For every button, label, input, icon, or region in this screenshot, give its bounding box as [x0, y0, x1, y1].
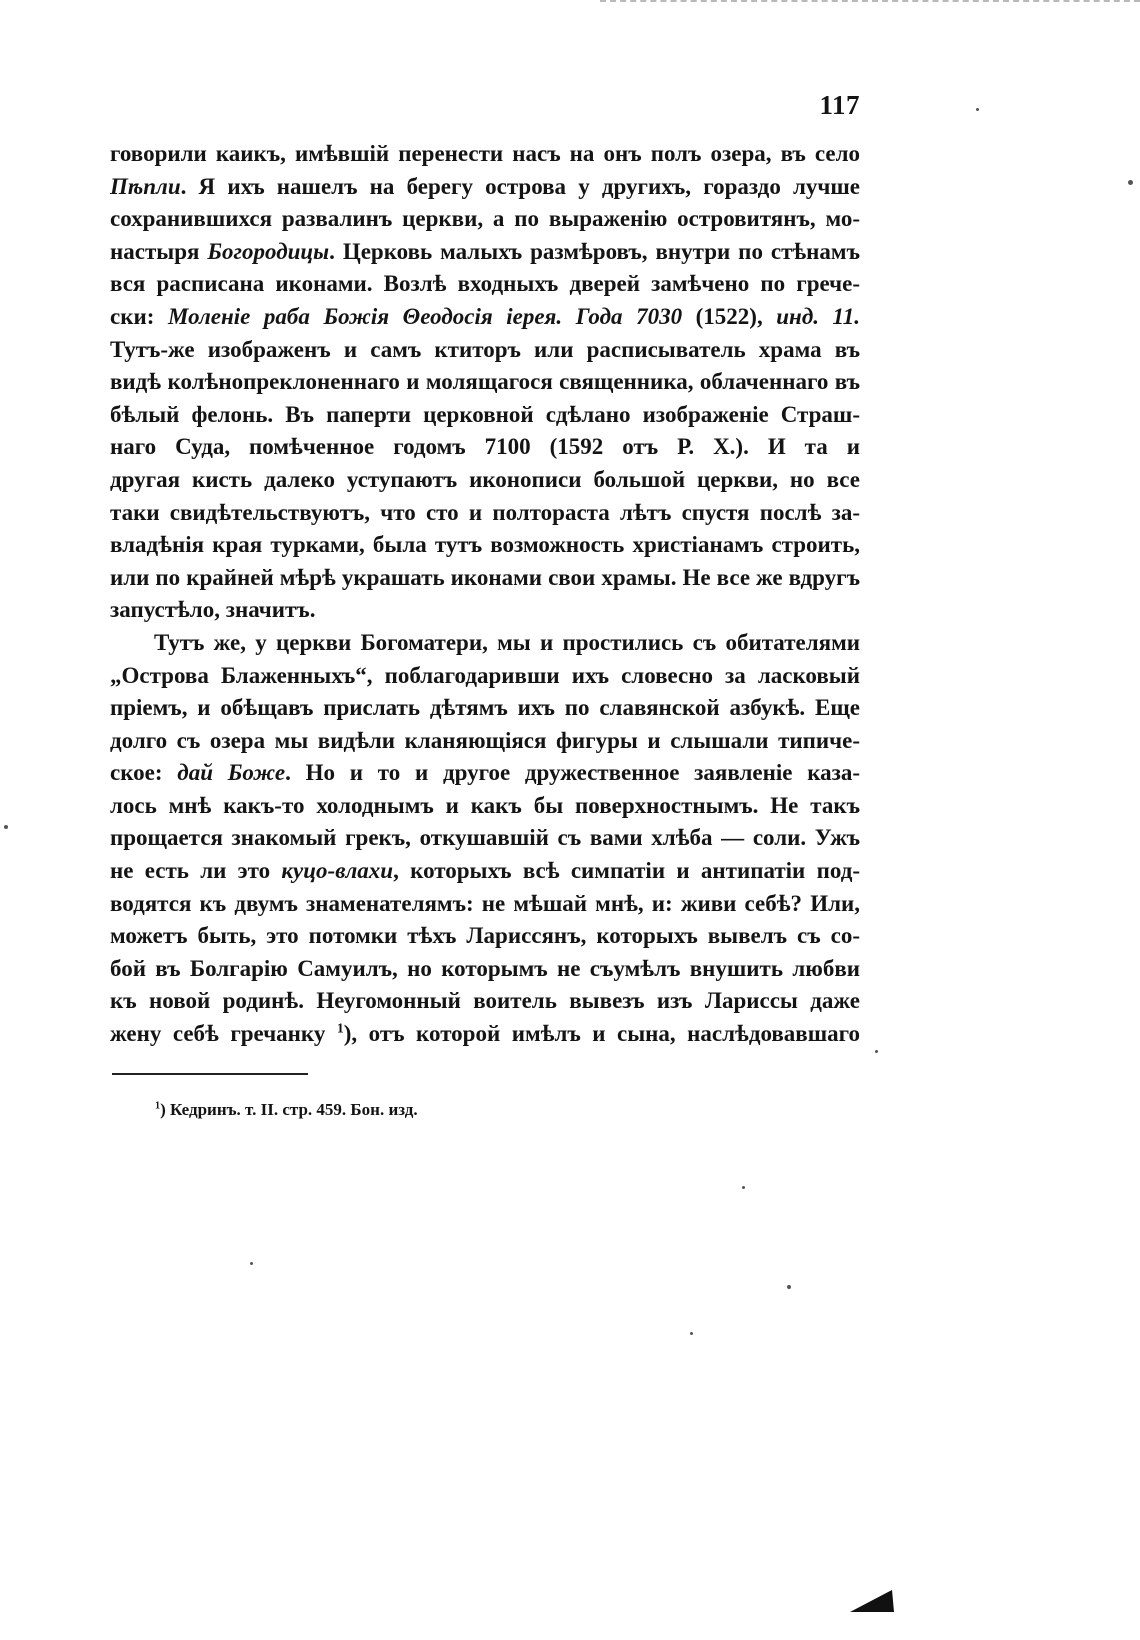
body-text	[110, 138, 860, 1051]
footnote-reference: 1	[336, 1020, 344, 1036]
text-line	[110, 203, 860, 236]
text-segment: Тутъ-же изображенъ и самъ ктиторъ или расписыватель храма въ	[110, 336, 860, 362]
text-segment: бѣлый фелонь. Въ паперти церковной сдѣлано изображеніе Страш-	[110, 401, 860, 427]
text-segment: таки свидѣтельствуютъ, что сто и полтораста лѣтъ спустя послѣ за-	[110, 499, 860, 525]
text-line	[110, 888, 860, 921]
text-segment: запустѣло, значитъ.	[110, 597, 316, 623]
text-line	[110, 529, 860, 562]
text-segment: не есть ли это	[110, 858, 282, 884]
italic-text: Моленіе раба Божія Θеодосія іерея. Года 7030	[167, 303, 683, 329]
text-segment: можетъ быть, это потомки тѣхъ Ларисcянъ, которыхъ вывелъ съ со-	[110, 923, 860, 949]
text-segment: . Но и то и другое дружественное заявленіе каза-	[285, 760, 860, 786]
speck	[1128, 180, 1133, 185]
text-line	[110, 399, 860, 432]
text-segment: Тутъ же, у церкви Богоматери, мы и простились съ обитателями	[154, 629, 860, 655]
text-segment: прощается знакомый грекъ, откушавшій съ вами хлѣба — соли. Ужъ	[110, 825, 860, 851]
text-segment: видѣ колѣнопреклоненнаго и молящагося священника, облаченнаго въ	[110, 369, 860, 395]
text-line	[110, 594, 860, 627]
text-segment: долго съ озера мы видѣли кланяющіяся фигуры и слышали типиче-	[110, 727, 860, 753]
text-line	[110, 985, 860, 1018]
text-line	[110, 627, 860, 660]
text-line	[110, 562, 860, 595]
text-segment: сохранившихся развалинъ церкви, а по выраженію островитянъ, мо-	[110, 206, 860, 232]
footnote-marker: 1	[155, 1100, 161, 1112]
text-segment: лось мнѣ какъ-то холоднымъ и какъ бы поверхностнымъ. Не такъ	[110, 792, 860, 818]
text-segment: или по крайней мѣрѣ украшать иконами свои храмы. Не все же вдругъ	[110, 564, 860, 590]
italic-text: Пѣпли	[110, 173, 181, 199]
text-segment: , которыхъ всѣ симпатіи и антипатіи под-	[393, 858, 860, 884]
text-line	[110, 822, 860, 855]
text-line	[110, 1018, 860, 1051]
speck	[690, 1332, 693, 1335]
text-segment: ское:	[110, 760, 178, 786]
page-curl-mark	[850, 1588, 894, 1614]
text-segment: пріемъ, и обѣщавъ прислать дѣтямъ ихъ по славянской азбукѣ. Еще	[110, 695, 860, 721]
text-segment: ), отъ которой имѣлъ и сына, наслѣдовавшаго	[343, 1021, 861, 1047]
speck	[787, 1285, 791, 1289]
text-segment: говорили каикъ, имѣвшій перенести насъ на онъ полъ озера, въ село	[110, 141, 860, 166]
page-number: 117	[819, 90, 860, 120]
text-line	[110, 334, 860, 367]
speck	[875, 1050, 878, 1053]
text-line	[110, 660, 860, 693]
text-line	[110, 268, 860, 301]
text-line	[110, 757, 860, 790]
text-segment: водятся къ двумъ знаменателямъ: не мѣшай мнѣ, и: живи себѣ? Или,	[110, 890, 860, 916]
text-line	[110, 725, 860, 758]
text-line	[110, 464, 860, 497]
footnote-rule	[112, 1073, 308, 1075]
italic-text: дай Боже	[177, 760, 286, 786]
text-line	[110, 497, 860, 530]
speck	[742, 1186, 745, 1189]
text-line	[110, 431, 860, 464]
speck	[4, 825, 8, 829]
italic-text: Богородицы	[207, 238, 330, 264]
text-segment: бой въ Болгарію Самуилъ, но которымъ не съумѣлъ внушить любви	[110, 955, 860, 981]
top-edge-rule	[600, 0, 1140, 4]
italic-text: куцо-влахи	[281, 858, 394, 884]
text-segment: вся расписана иконами. Возлѣ входныхъ дверей замѣчено по грече-	[110, 271, 860, 297]
text-line	[110, 692, 860, 725]
text-segment: (1522),	[682, 303, 777, 329]
footnote	[155, 1100, 418, 1120]
text-line	[110, 790, 860, 823]
text-segment: „Острова Блаженныхъ“, поблагодаривши ихъ словесно за ласковый	[110, 662, 860, 688]
text-line	[110, 920, 860, 953]
text-line	[110, 366, 860, 399]
text-line	[110, 953, 860, 986]
text-segment: . Я ихъ нашелъ на берегу острова у другихъ, гораздо лучше	[180, 173, 860, 199]
text-segment: наго Суда, помѣченное годомъ 7100 (1592 отъ Р. Х.). И та и	[110, 434, 860, 460]
text-line	[110, 236, 860, 269]
text-segment: къ новой родинѣ. Неугомонный воитель вывезъ изъ Ларисcы даже	[110, 988, 860, 1014]
text-line	[110, 138, 860, 171]
text-line	[110, 301, 860, 334]
speck	[976, 108, 979, 111]
text-segment: . Церковь малыхъ размѣровъ, внутри по стѣнамъ	[329, 238, 861, 264]
italic-text: инд. 11.	[776, 303, 861, 329]
text-line	[110, 855, 860, 888]
text-segment: настыря	[110, 238, 208, 264]
text-segment: другая кисть далеко уступаютъ иконописи большой церкви, но все	[110, 466, 860, 492]
text-line	[110, 171, 860, 204]
text-segment: ски:	[110, 303, 168, 329]
text-segment: владѣнія края турками, была тутъ возможность христіанамъ строить,	[110, 532, 860, 558]
speck	[250, 1262, 253, 1265]
text-segment: жену себѣ гречанку	[110, 1021, 337, 1047]
footnote-text: ) Кедринъ. т. II. стр. 459. Бон. изд.	[160, 1100, 418, 1119]
